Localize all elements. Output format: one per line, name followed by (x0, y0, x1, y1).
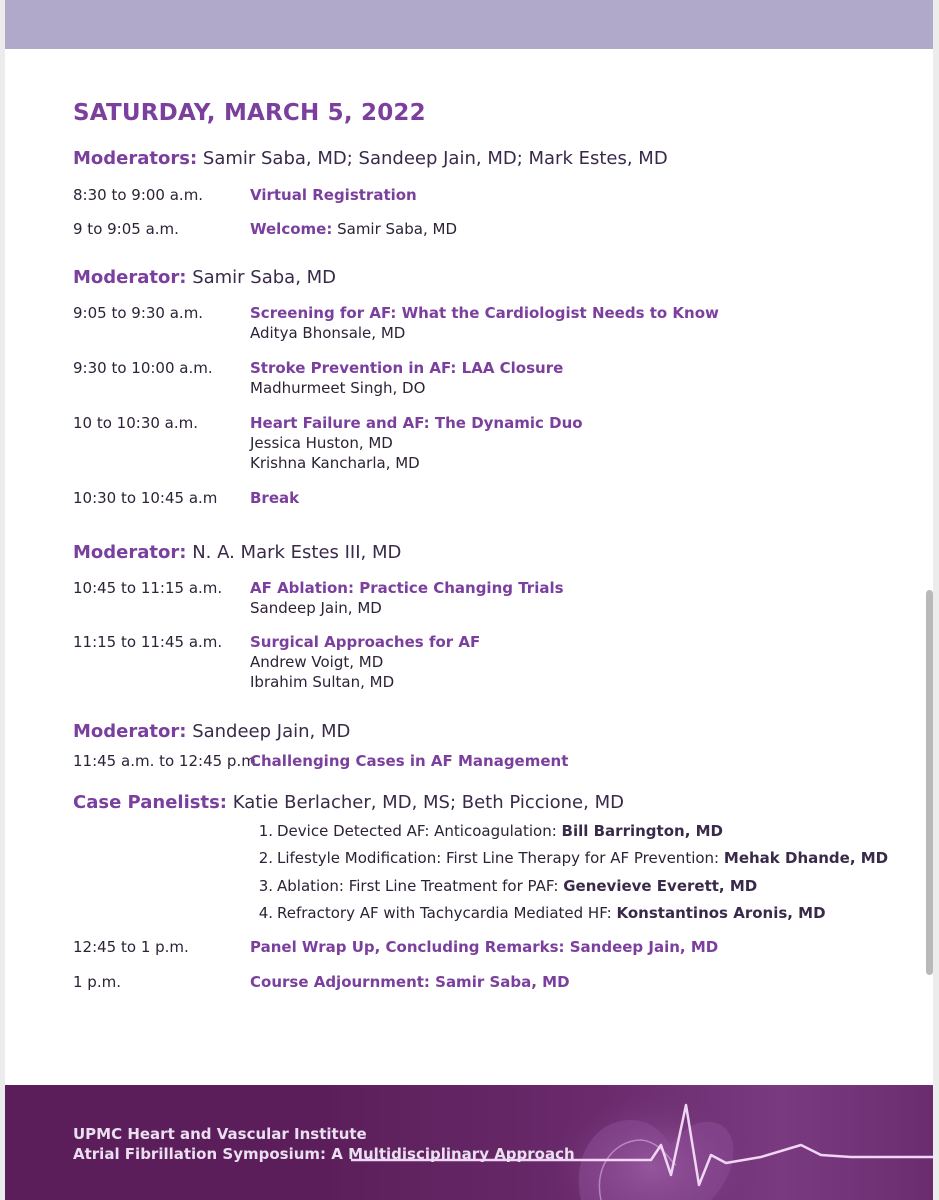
session-speaker: Andrew Voigt, MD (250, 653, 384, 671)
case-topic: Ablation: First Line Treatment for PAF: (277, 877, 559, 895)
moderator-line (73, 542, 401, 563)
footer-institute: UPMC Heart and Vascular Institute (73, 1125, 367, 1143)
moderators-line (73, 148, 668, 169)
session-title: AF Ablation: Practice Changing Trials (250, 579, 564, 597)
session-speaker: Jessica Huston, MD (250, 434, 393, 452)
heart-icon (331, 1085, 933, 1200)
session-title: Course Adjournment: Samir Saba, MD (250, 973, 570, 991)
moderator-line (73, 267, 336, 288)
moderator-line (73, 721, 350, 742)
moderator-label: Moderator: (73, 542, 187, 563)
session-title: Welcome: (250, 220, 333, 238)
moderator-label: Moderator: (73, 721, 187, 742)
session-speaker: Krishna Kancharla, MD (250, 454, 420, 472)
session-speaker: Ibrahim Sultan, MD (250, 673, 395, 691)
case-number: 4. (258, 904, 273, 922)
session-time: 11:45 a.m. to 12:45 p.m. (73, 752, 261, 770)
session-speaker: Aditya Bhonsale, MD (250, 324, 406, 342)
moderator-name: N. A. Mark Estes III, MD (192, 542, 402, 563)
scrollbar[interactable] (926, 590, 933, 975)
session-time: 10 to 10:30 a.m. (73, 414, 199, 432)
session-time: 9:30 to 10:00 a.m. (73, 359, 213, 377)
moderators-label: Moderators: (73, 148, 198, 169)
top-band (5, 0, 933, 49)
session-title: Surgical Approaches for AF (250, 633, 481, 651)
session-time: 10:45 to 11:15 a.m. (73, 579, 223, 597)
session-speaker: Madhurmeet Singh, DO (250, 379, 426, 397)
case-topic: Device Detected AF: Anticoagulation: (277, 822, 557, 840)
schedule-date: SATURDAY, MARCH 5, 2022 (73, 100, 426, 126)
session-time: 8:30 to 9:00 a.m. (73, 186, 204, 204)
session-time: 1 p.m. (73, 973, 121, 991)
case-presenter: Bill Barrington, MD (561, 822, 723, 840)
session-title: Panel Wrap Up, Concluding Remarks: Sandeep Jain, MD (250, 938, 719, 956)
case-number: 2. (258, 849, 273, 867)
moderators-names: Samir Saba, MD; Sandeep Jain, MD; Mark Estes, MD (202, 148, 668, 169)
footer-symposium: Atrial Fibrillation Symposium: A Multidisciplinary Approach (73, 1145, 575, 1163)
session-title: Heart Failure and AF: The Dynamic Duo (250, 414, 583, 432)
case-presenter: Genevieve Everett, MD (563, 877, 758, 895)
case-topic: Lifestyle Modification: First Line Therapy for AF Prevention: (277, 849, 720, 867)
case-number: 1. (258, 822, 273, 840)
brochure-page (5, 0, 933, 1200)
moderator-name: Samir Saba, MD (192, 267, 337, 288)
footer-banner (5, 1085, 933, 1200)
heart-ecg-artwork (331, 1085, 933, 1200)
session-title: Screening for AF: What the Cardiologist Needs to Know (250, 304, 719, 322)
session-time: 9:05 to 9:30 a.m. (73, 304, 204, 322)
session-speaker: Sandeep Jain, MD (250, 599, 382, 617)
session-time: 12:45 to 1 p.m. (73, 938, 189, 956)
case-presenter: Mehak Dhande, MD (723, 849, 889, 867)
panelists-line (73, 792, 624, 813)
case-number: 3. (258, 877, 273, 895)
session-time: 10:30 to 10:45 a.m (73, 489, 218, 507)
moderator-name: Sandeep Jain, MD (192, 721, 351, 742)
session-time: 9 to 9:05 a.m. (73, 220, 179, 238)
session-time: 11:15 to 11:45 a.m. (73, 633, 223, 651)
panelists-label: Case Panelists: (73, 792, 227, 813)
case-topic: Refractory AF with Tachycardia Mediated HF: (277, 904, 612, 922)
session-title: Challenging Cases in AF Management (250, 752, 569, 770)
session-speaker: Samir Saba, MD (337, 220, 457, 238)
session-title: Virtual Registration (250, 186, 417, 204)
case-presenter: Konstantinos Aronis, MD (616, 904, 826, 922)
panelists-names: Katie Berlacher, MD, MS; Beth Piccione, MD (232, 792, 624, 813)
session-title: Break (250, 489, 300, 507)
session-title: Stroke Prevention in AF: LAA Closure (250, 359, 564, 377)
moderator-label: Moderator: (73, 267, 187, 288)
